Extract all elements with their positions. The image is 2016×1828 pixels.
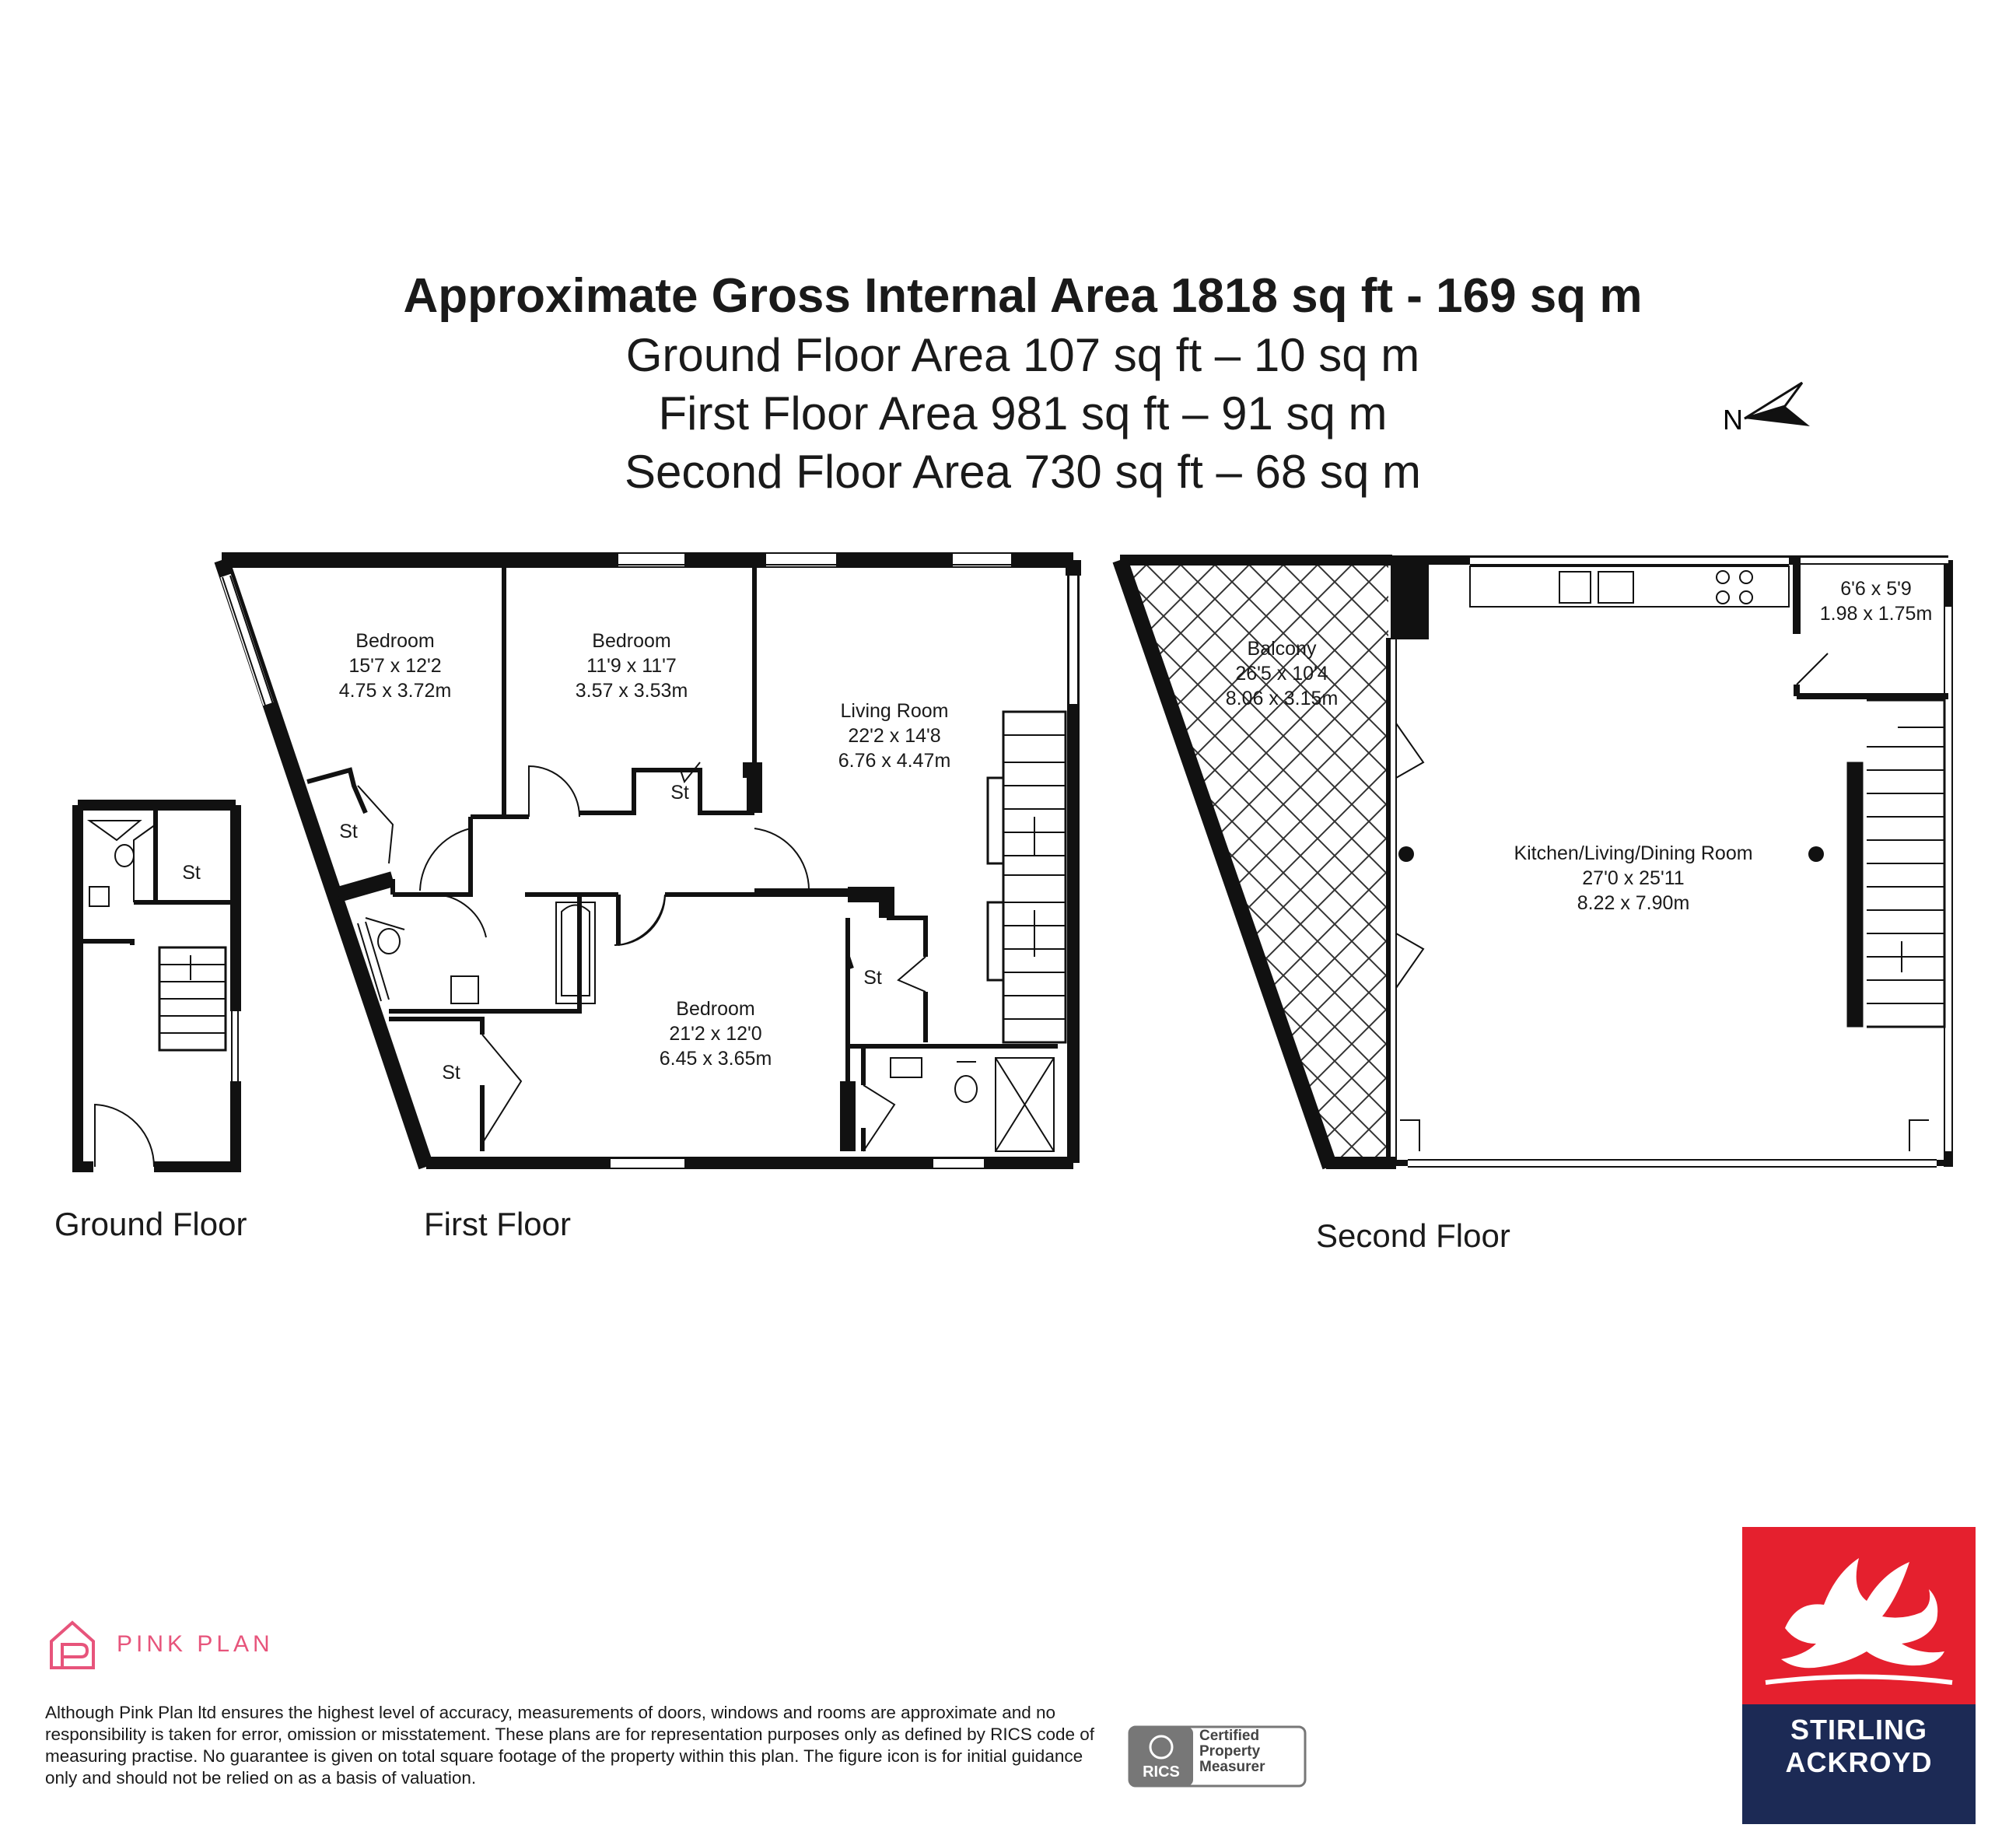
second-floor-label: Second Floor xyxy=(1316,1217,1510,1254)
brand-red-panel xyxy=(1742,1527,1976,1704)
first-store-3: St xyxy=(863,967,882,989)
compass-label: N xyxy=(1723,404,1743,436)
kitchen-living-dining-label xyxy=(1514,842,1752,914)
svg-text:Bedroom: Bedroom xyxy=(355,630,435,652)
first-floor-label: First Floor xyxy=(424,1206,571,1242)
svg-text:Living Room: Living Room xyxy=(840,700,949,722)
svg-text:6.45 x 3.65m: 6.45 x 3.65m xyxy=(659,1048,772,1070)
first-floor-area: First Floor Area 981 sq ft – 91 sq m xyxy=(658,387,1388,439)
rics-line-2: Property xyxy=(1199,1743,1261,1760)
svg-text:4.75 x 3.72m: 4.75 x 3.72m xyxy=(338,680,452,702)
griffin-icon xyxy=(1742,1527,1976,1704)
brand-line-1: STIRLING xyxy=(1790,1714,1927,1746)
rics-logo-text: RICS xyxy=(1143,1763,1180,1781)
svg-text:Bedroom: Bedroom xyxy=(676,998,755,1020)
svg-text:21'2 x 12'0: 21'2 x 12'0 xyxy=(669,1023,762,1045)
pink-plan-wordmark: PINK PLAN xyxy=(117,1631,274,1657)
compass-arrow-icon xyxy=(1723,383,1810,436)
svg-text:26'5 x 10'4: 26'5 x 10'4 xyxy=(1235,663,1328,685)
rics-certified-text xyxy=(1199,1728,1265,1775)
second-floor-area: Second Floor Area 730 sq ft – 68 sq m xyxy=(625,446,1421,498)
svg-text:22'2 x 14'8: 22'2 x 14'8 xyxy=(848,725,941,747)
pink-plan-house-icon xyxy=(47,1618,109,1672)
bedroom-2-label xyxy=(576,630,688,702)
small-room-label xyxy=(1820,578,1933,625)
svg-text:8.06 x 3.15m: 8.06 x 3.15m xyxy=(1225,688,1339,709)
bedroom-3-label xyxy=(660,998,772,1070)
svg-text:6'6 x 5'9: 6'6 x 5'9 xyxy=(1840,578,1912,600)
ground-store-label: St xyxy=(182,862,201,884)
ground-floor-label: Ground Floor xyxy=(54,1206,247,1242)
svg-text:1.98 x 1.75m: 1.98 x 1.75m xyxy=(1819,603,1933,625)
disclaimer-text: Although Pink Plan ltd ensures the highest level of accuracy, measurements of doors, windows and rooms are approximate and no responsibility is taken for error, omission or misstatement. These plans are for representation purposes only as defined by RICS code of measuring practise. No guarantee is given on total square footage of the property within this plan. The figure icon is for initial guidance only and should not be relied on as a basis of valuation. xyxy=(45,1703,1095,1788)
svg-text:Balcony: Balcony xyxy=(1247,638,1317,660)
stirling-ackroyd-logo xyxy=(1742,1527,1976,1824)
first-store-1: St xyxy=(339,821,358,842)
living-room-label xyxy=(838,700,951,772)
svg-text:Kitchen/Living/Dining Room: Kitchen/Living/Dining Room xyxy=(1514,842,1753,864)
svg-text:Bedroom: Bedroom xyxy=(592,630,671,652)
svg-text:3.57 x 3.53m: 3.57 x 3.53m xyxy=(575,680,688,702)
first-store-2: St xyxy=(670,782,689,804)
svg-text:6.76 x 4.47m: 6.76 x 4.47m xyxy=(838,750,951,772)
first-store-4: St xyxy=(442,1062,460,1084)
bedroom-1-label xyxy=(339,630,452,702)
gross-area-title: Approximate Gross Internal Area 1818 sq ft - 169 sq m xyxy=(403,269,1643,323)
ground-floor-plan xyxy=(78,805,238,1167)
svg-text:8.22 x 7.90m: 8.22 x 7.90m xyxy=(1577,892,1690,914)
svg-text:15'7 x 12'2: 15'7 x 12'2 xyxy=(348,655,442,677)
rics-line-3: Measurer xyxy=(1199,1759,1265,1775)
svg-text:27'0 x 25'11: 27'0 x 25'11 xyxy=(1582,867,1685,889)
svg-text:11'9 x 11'7: 11'9 x 11'7 xyxy=(586,655,677,677)
rics-line-1: Certified xyxy=(1199,1728,1260,1744)
ground-floor-area: Ground Floor Area 107 sq ft – 10 sq m xyxy=(625,329,1420,381)
brand-line-2: ACKROYD xyxy=(1785,1746,1933,1778)
